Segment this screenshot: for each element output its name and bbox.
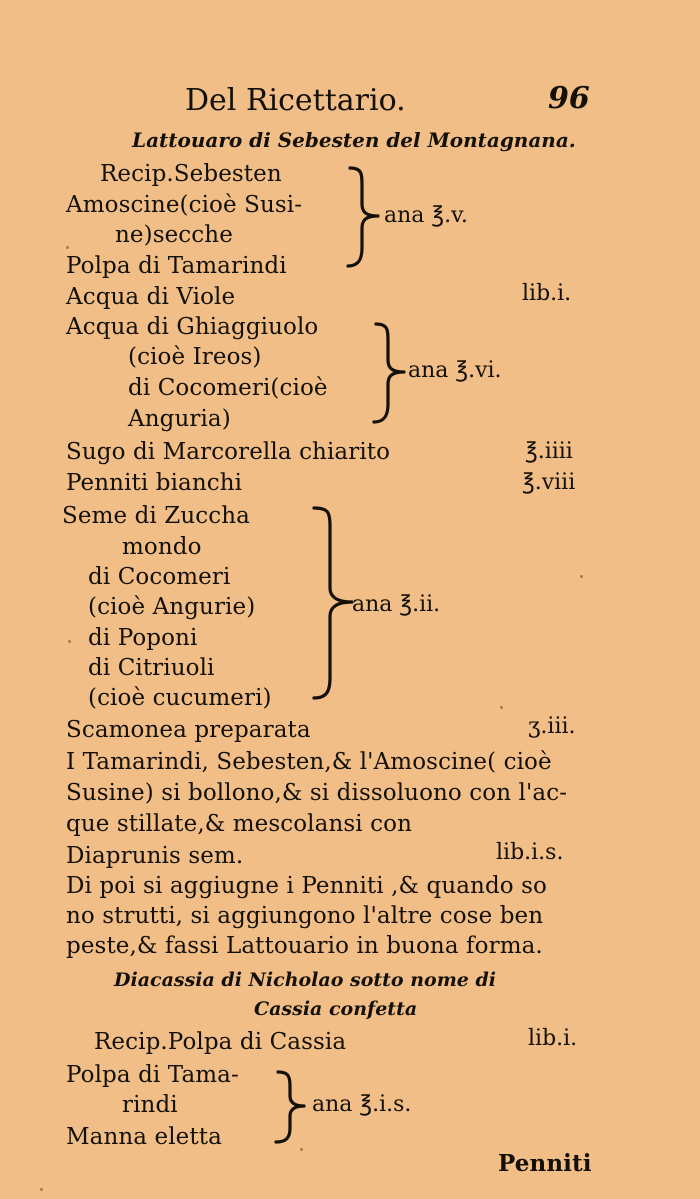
- paragraph-line: que stillate,& mescolansi con: [66, 811, 412, 837]
- curly-brace-icon: [370, 318, 410, 426]
- recipe-heading-lattouaro: Lattouaro di Sebesten del Montagnana.: [132, 128, 576, 152]
- ingredient-line: Manna eletta: [66, 1124, 222, 1150]
- ingredient-line: Polpa di Tamarindi: [66, 253, 287, 279]
- catchword: Penniti: [498, 1150, 592, 1177]
- page-number: 96: [548, 81, 590, 116]
- ingredient-line: (cioè cucumeri): [88, 685, 272, 711]
- running-head: Del Ricettario.: [185, 83, 406, 118]
- paragraph-line: peste,& fassi Lattouario in buona forma.: [66, 933, 543, 959]
- dose-label: ʒ.iii.: [528, 714, 576, 739]
- dose-label: lib.i.: [522, 281, 572, 306]
- curly-brace-icon: [344, 162, 384, 270]
- curly-brace-icon: [272, 1066, 312, 1146]
- ingredient-line: di Cocomeri: [88, 564, 231, 590]
- ingredient-line: Acqua di Viole: [66, 284, 236, 310]
- paper-speck: [68, 640, 71, 643]
- dose-label: lib.i.: [528, 1026, 578, 1051]
- paper-speck: [40, 1188, 43, 1191]
- ingredient-line: di Cocomeri(cioè: [128, 375, 328, 401]
- ingredient-line: (cioè Angurie): [88, 594, 256, 620]
- paper-speck: [66, 246, 69, 249]
- dose-label: ana ℥.v.: [384, 203, 468, 228]
- dose-label: ℥.viii: [522, 470, 576, 495]
- ingredient-line: di Poponi: [88, 625, 198, 651]
- ingredient-line: Anguria): [128, 406, 231, 432]
- ingredient-line: mondo: [122, 534, 202, 560]
- dose-label: ana ℥.vi.: [408, 358, 502, 383]
- curly-brace-icon: [308, 502, 358, 702]
- dose-label: ℥.iiii: [525, 439, 573, 464]
- paragraph-line: Di poi si aggiugne i Penniti ,& quando so: [66, 873, 548, 899]
- ingredient-line: Recip.Sebesten: [100, 161, 282, 187]
- recipe-heading-diacassia-2: Cassia confetta: [254, 998, 418, 1020]
- dose-label: ana ℥.i.s.: [312, 1092, 412, 1117]
- ingredient-line: Polpa di Tama-: [66, 1062, 239, 1088]
- paragraph-line: Diaprunis sem.: [66, 843, 244, 869]
- ingredient-line: Penniti bianchi: [66, 470, 243, 496]
- ingredient-line: Sugo di Marcorella chiarito: [66, 439, 391, 465]
- ingredient-line: Acqua di Ghiaggiuolo: [66, 314, 319, 340]
- ingredient-line: ne)secche: [115, 222, 233, 248]
- paragraph-line: no strutti, si aggiungono l'altre cose ben: [66, 903, 544, 929]
- ingredient-line: Scamonea preparata: [66, 717, 311, 743]
- ingredient-line: Seme di Zuccha: [62, 503, 250, 529]
- dose-label: ana ℥.ii.: [352, 592, 441, 617]
- paragraph-line: I Tamarindi, Sebesten,& l'Amoscine( cioè: [66, 749, 552, 775]
- dose-label: lib.i.s.: [496, 840, 564, 865]
- paragraph-line: Susine) si bollono,& si dissoluono con l'ac-: [66, 780, 568, 806]
- recipe-heading-diacassia: Diacassia di Nicholao sotto nome di: [114, 969, 497, 991]
- paper-speck: [500, 706, 503, 709]
- ingredient-line: Amoscine(cioè Susi-: [66, 192, 303, 218]
- paper-speck: [300, 1148, 303, 1151]
- ingredient-line: Recip.Polpa di Cassia: [94, 1029, 347, 1055]
- paper-speck: [580, 575, 583, 578]
- ingredient-line: di Citriuoli: [88, 655, 215, 681]
- ingredient-line: (cioè Ireos): [128, 344, 262, 370]
- ingredient-line: rindi: [122, 1092, 178, 1118]
